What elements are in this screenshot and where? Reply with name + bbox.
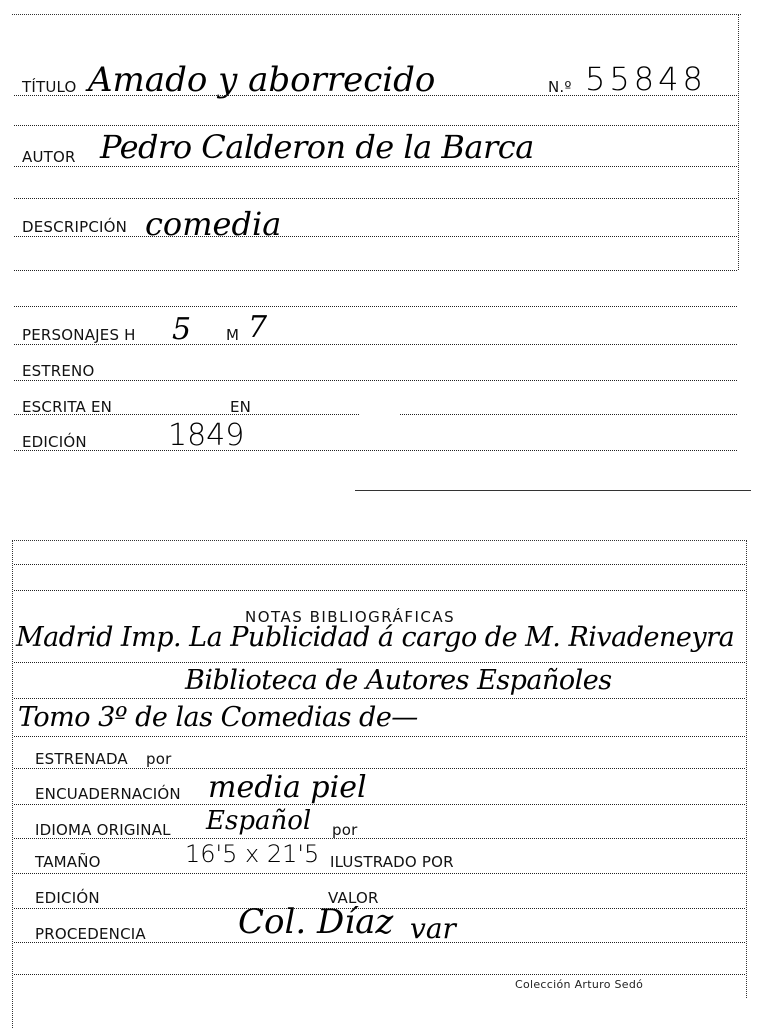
card-border-right — [738, 14, 739, 270]
catalog-card-top — [0, 0, 759, 500]
titulo-value: Amado y aborrecido — [88, 60, 436, 100]
card-border-top — [12, 540, 747, 541]
ilustrado-label: ILUSTRADO POR — [330, 853, 454, 871]
coleccion-stamp: Colección Arturo Sedó — [515, 978, 644, 991]
rule — [14, 95, 737, 96]
escrita-label: ESCRITA EN — [22, 398, 113, 416]
rule — [14, 344, 737, 345]
rule — [14, 414, 359, 415]
descripcion-label: DESCRIPCIÓN — [22, 218, 128, 236]
personajes-label: PERSONAJES H — [22, 326, 136, 344]
procedencia-value: Col. Díaz — [238, 902, 394, 942]
rule — [14, 662, 745, 663]
notas-line3: Tomo 3º de las Comedias de— — [18, 702, 418, 733]
rule — [14, 270, 737, 271]
encuadernacion-value: media piel — [208, 770, 367, 805]
notas-line2: Biblioteca de Autores Españoles — [185, 665, 612, 696]
rule — [14, 306, 737, 307]
notas-label: NOTAS BIBLIOGRÁFICAS — [245, 608, 456, 626]
rule — [14, 166, 737, 167]
catalog-card-bottom — [0, 540, 759, 1028]
notas-line1: Madrid Imp. La Publicidad á cargo de M. Rivadeneyra — [16, 622, 735, 653]
idioma-label: IDIOMA ORIGINAL — [35, 821, 171, 839]
encuadernacion-label: ENCUADERNACIÓN — [35, 785, 181, 803]
rule — [355, 490, 751, 491]
rule — [14, 942, 745, 943]
tamano-value: 16'5 x 21'5 — [185, 840, 320, 868]
rule — [14, 838, 745, 839]
edicion-value: 1849 — [168, 418, 245, 453]
valor-label: VALOR — [328, 889, 379, 907]
personajes-h-value: 5 — [172, 312, 192, 347]
numero-label: N.º — [548, 78, 572, 96]
rule — [14, 768, 745, 769]
autor-label: AUTOR — [22, 148, 76, 166]
rule — [14, 564, 745, 565]
escrita-en-label: EN — [230, 398, 252, 416]
procedencia-extra: var — [410, 912, 456, 945]
autor-value: Pedro Calderon de la Barca — [100, 128, 534, 166]
edicion-label: EDICIÓN — [22, 433, 87, 451]
personajes-m-value: 7 — [248, 310, 268, 345]
card-border-right — [746, 540, 747, 998]
rule — [14, 125, 737, 126]
rule — [14, 804, 745, 805]
procedencia-label: PROCEDENCIA — [35, 925, 146, 943]
rule — [14, 698, 745, 699]
rule — [14, 236, 737, 237]
rule — [14, 450, 737, 451]
rule — [14, 873, 745, 874]
rule — [14, 198, 737, 199]
numero-value: 55848 — [585, 60, 707, 98]
rule — [14, 380, 737, 381]
titulo-label: TÍTULO — [22, 78, 77, 96]
descripcion-value: comedia — [145, 205, 282, 243]
estrenada-label: ESTRENADA — [35, 750, 128, 768]
estrenada-por: por — [146, 750, 172, 768]
card-border-top — [12, 14, 741, 15]
rule — [14, 736, 745, 737]
idioma-value: Español — [206, 806, 312, 836]
tamano-label: TAMAÑO — [35, 853, 101, 871]
rule — [400, 414, 737, 415]
rule — [14, 590, 745, 591]
estreno-label: ESTRENO — [22, 362, 95, 380]
edicion-label: EDICIÓN — [35, 889, 100, 907]
idioma-por: por — [332, 821, 358, 839]
rule — [14, 974, 745, 975]
personajes-m-label: M — [226, 326, 240, 344]
card-border-left — [12, 540, 13, 1028]
